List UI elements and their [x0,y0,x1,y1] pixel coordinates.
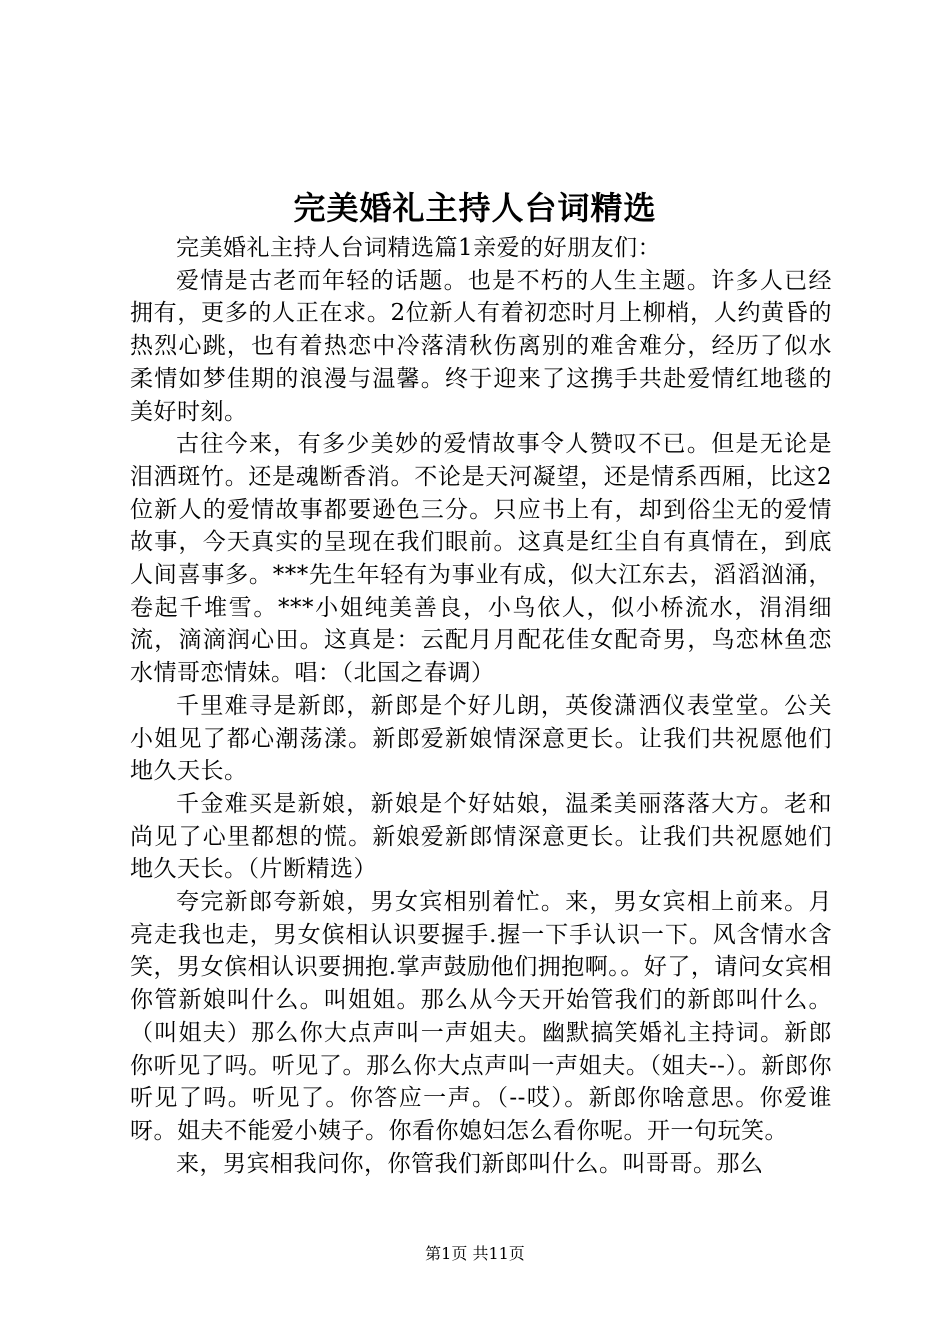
paragraph: 千里难寻是新郎，新郎是个好儿朗，英俊潇洒仪表堂堂。公关小姐见了都心潮荡漾。新郎爱新娘情深意更长。让我们共祝愿他们地久天长。 [130,692,832,785]
paragraph: 古往今来，有多少美妙的爱情故事令人赞叹不已。但是无论是泪洒斑竹。还是魂断香消。不论是天河凝望，还是情系西厢，比这2位新人的爱情故事都要逊色三分。只应书上有，却到俗尘无的爱情故事，今天真实的呈现在我们眼前。这真是红尘自有真情在，到底人间喜事多。***先生年轻有为事业有成，似大江东去，滔滔汹涌，卷起千堆雪。***小姐纯美善良，小鸟依人，似小桥流水，涓涓细流，滴滴润心田。这真是：云配月月配花佳女配奇男，鸟恋林鱼恋水情哥恋情妹。唱：（北国之春调） [130,431,832,687]
paragraph: 夸完新郎夸新娘，男女宾相别着忙。来，男女宾相上前来。月亮走我也走，男女傧相认识要握手.握一下手认识一下。风含情水含笑，男女傧相认识要拥抱.掌声鼓励他们拥抱啊。。好了，请问女宾相你管新娘叫什么。叫姐姐。那么从今天开始管我们的新郎叫什么。（叫姐夫）那么你大点声叫一声姐夫。幽默搞笑婚礼主持词。新郎你听见了吗。听见了。那么你大点声叫一声姐夫。（姐夫--）。新郎你听见了吗。听见了。你答应一声。（--哎）。新郎你啥意思。你爱谁呀。姐夫不能爱小姨子。你看你媳妇怎么看你呢。开一句玩笑。 [130,889,832,1144]
page-footer: 第1页 共11页 [425,1244,525,1263]
paragraph: 来，男宾相我问你，你管我们新郎叫什么。叫哥哥。那么 [176,1150,764,1177]
document-title: 完美婚礼主持人台词精选 [293,189,657,227]
document-body [130,232,832,1180]
paragraph: 爱情是古老而年轻的话题。也是不朽的人生主题。许多人已经拥有，更多的人正在求。2位新人有着初恋时月上柳梢，人约黄昏的热烈心跳，也有着热恋中冷落清秋伤离别的难舍难分，经历了似水柔情如梦佳期的浪漫与温馨。终于迎来了这携手共赴爱情红地毯的美好时刻。 [130,267,832,425]
paragraph: 完美婚礼主持人台词精选篇1亲爱的好朋友们： [176,235,662,261]
paragraph: 千金难买是新娘，新娘是个好姑娘，温柔美丽落落大方。老和尚见了心里都想的慌。新娘爱新郎情深意更长。让我们共祝愿她们地久天长。（片断精选） [130,790,832,883]
